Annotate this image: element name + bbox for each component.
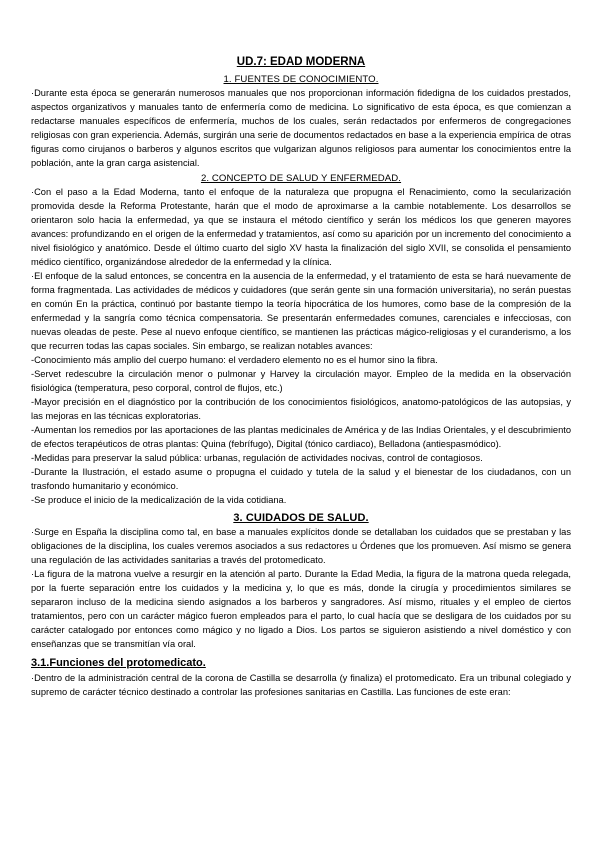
paragraph: ·La figura de la matrona vuelve a resurgir en la atención al parto. Durante la Edad Media, la figura de la matrona queda relegada, por la fuerte separación entre los cuidados y la medicina y, lo que es más, donde la cirugía y procedimientos similares se separaron incluso de la medicina siendo asignados a los barberos y sangradores. Así mismo, rituales y el empleo de ciertos tratamientos, pero con un carácter mágico fueron empleados para el parto, lo cual hacía que se desligara de los cuidados por su carácter catalogado por entonces como mágico y no ligado a Dios. Los partos se siguieron asistiendo a nivel doméstico y con enseñanzas que se transmitían vía oral. <box>31 569 571 649</box>
section-heading-cuidados: 3. CUIDADOS DE SALUD. <box>233 512 369 524</box>
document-page <box>31 56 571 699</box>
document-title: UD.7: EDAD MODERNA <box>236 56 366 68</box>
paragraph: ·El enfoque de la salud entonces, se concentra en la ausencia de la enfermedad, y el tratamiento de esta se hará nuevamente de forma fragmentada. Las actividades de médicos y cuidadores (que serán gente sin una formación universitaria), no serán puestas en común En la práctica, continuó por bastante tiempo la teoría hipocrática de los humores, como base de la compresión de la enfermedad y la sangría como técnica compensatoria. Se presentarán enfermedades comunes, carenciales e infecciosas, con nuevas oleadas de peste. Pese al nuevo enfoque científico, se mantienen las prácticas mágico-religiosas y el curanderismo, a los que recurren todas las capas sociales. Sin embargo, se realizan notables avances: <box>31 271 571 351</box>
list-item: -Aumentan los remedios por las aportaciones de las plantas medicinales de América y de las Indias Orientales, y el descubrimiento de efectos terapéuticos de otras plantas: Quina (febrífugo), Digital (tónico cardiaco), Belladona (antiespasmódico). <box>31 425 572 449</box>
list-item: -Servet redescubre la circulación menor o pulmonar y Harvey la circulación mayor. Empleo de la medida en la observación fisiológica (temperatura, peso corporal, control de flujos, etc.) <box>31 369 571 393</box>
subsection-heading-protomedicato: 3.1.Funciones del protomedicato. <box>31 657 206 669</box>
list-item: -Conocimiento más amplio del cuerpo humano: el verdadero elemento no es el humor sino la fibra. <box>31 355 438 365</box>
list-item: -Durante la Ilustración, el estado asume o propugna el cuidado y tutela de la salud y el bienestar de los ciudadanos, con un trasfondo humanitario y económico. <box>31 467 571 491</box>
paragraph: ·Dentro de la administración central de la corona de Castilla se desarrolla (y finaliza) el protomedicato. Era un tribunal colegiado y supremo de carácter técnico destinado a controlar las profesiones sanitarias en Castilla. Las funciones de este eran: <box>31 673 571 697</box>
section-heading-fuentes: 1. FUENTES DE CONOCIMIENTO. <box>223 74 379 85</box>
list-item: -Se produce el inicio de la medicalización de la vida cotidiana. <box>31 495 287 505</box>
paragraph: ·Surge en España la disciplina como tal, en base a manuales explícitos donde se detallaban los cuidados que se prestaban y las obligaciones de la disciplina, los cuales veremos asociados a sus redactores u Órdenes que los promueven. Así mismo se genera una regulación de las actividades sanitarias a través del protomedicato. <box>31 527 571 565</box>
section-heading-concepto: 2. CONCEPTO DE SALUD Y ENFERMEDAD. <box>200 173 402 184</box>
list-item: -Mayor precisión en el diagnóstico por la contribución de los conocimientos fisiológicos, anatomo-patológicos de las autopsias, y las mejoras en las técnicas exploratorias. <box>31 397 571 421</box>
paragraph: ·Durante esta época se generarán numerosos manuales que nos proporcionan información fidedigna de los cuidados prestados, aspectos organizativos y manuales tanto de enfermería como de medicina. Lo significativo de esta época, es que comienzan a redactarse manuales específicos de enfermería, muchos de los cuales, serán redactados por enfermeros de congregaciones religiosas con gran experiencia. Además, surgirán una serie de documentos redactados en base a la experiencia empírica de otras figuras como cirujanos o barberos y algunos escritos que vulgarizan algunos religiosos para aumentar los conocimientos entre la población, ante la gran carga asistencial. <box>31 88 571 168</box>
list-item: -Medidas para preservar la salud pública: urbanas, regulación de actividades nocivas, control de contagiosos. <box>31 453 483 463</box>
paragraph: ·Con el paso a la Edad Moderna, tanto el enfoque de la naturaleza que propugna el Renacimiento, como la secularización promovida desde la Reforma Protestante, harán que el modo de aproximarse a la cambie notablemente. Los desarrollos se orientaron solo hacia la enfermedad, ya que se instaura el método científico y serán los médicos los que generen mayores avances: profundizando en el origen de la enfermedad y tratamientos, así como su aparición por un incremento del conocimiento a nivel fisiológico y anatómico. Desde el último cuarto del siglo XV hasta la finalización del siglo XVII, se consolida el pensamiento médico científico, organizándose alrededor de la enfermedad y la clínica. <box>31 187 571 267</box>
